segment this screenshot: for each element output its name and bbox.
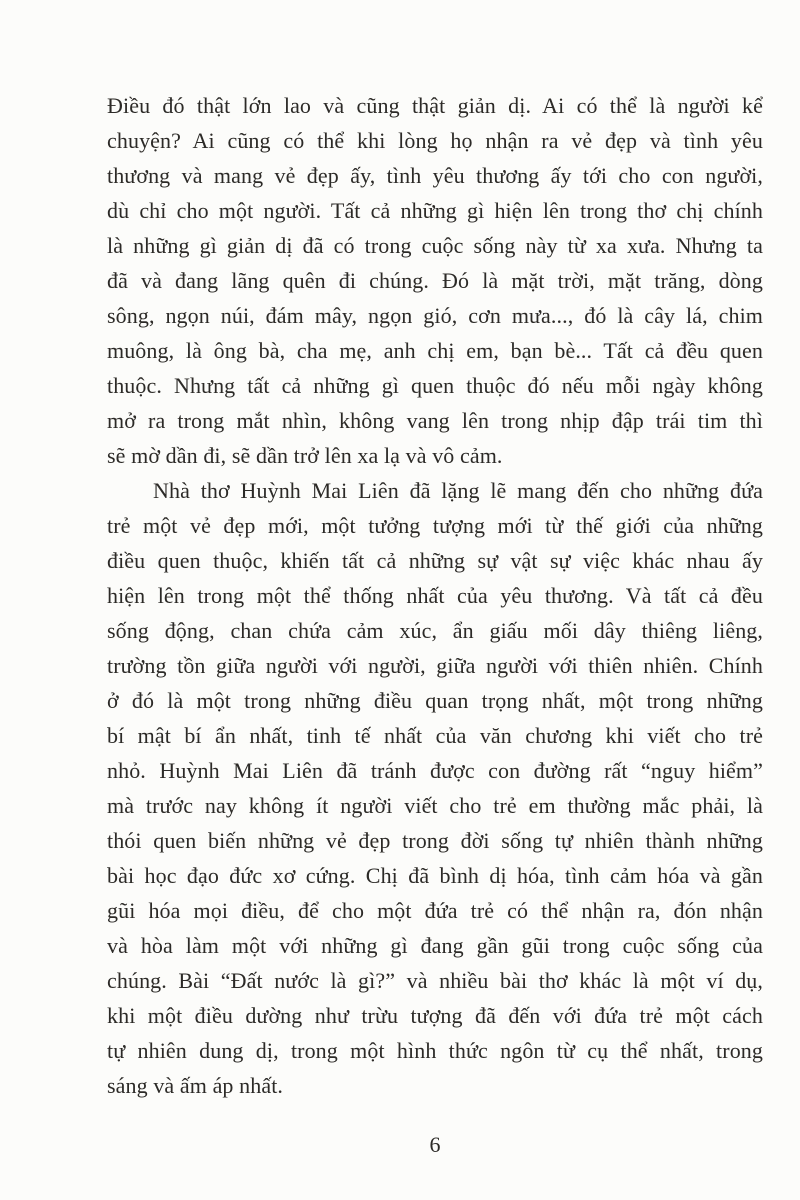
- paragraph: [107, 88, 763, 473]
- text-line: sáng và ấm áp nhất.: [107, 1073, 284, 1098]
- text-line: khi một điều dường như trừu tượng đã đến với đứa trẻ một cách: [107, 1003, 763, 1028]
- text-line: điều quen thuộc, khiến tất cả những sự vật sự việc khác nhau ấy: [107, 548, 763, 573]
- text-line: đã và đang lãng quên đi chúng. Đó là mặt trời, mặt trăng, dòng: [107, 268, 763, 293]
- text-line: trường tồn giữa người với người, giữa người với thiên nhiên. Chính: [107, 653, 763, 678]
- text-line: dù chỉ cho một người. Tất cả những gì hiện lên trong thơ chị chính: [107, 198, 763, 223]
- text-line: hiện lên trong một thể thống nhất của yêu thương. Và tất cả đều: [107, 583, 763, 608]
- text-line: chuyện? Ai cũng có thể khi lòng họ nhận ra vẻ đẹp và tình yêu: [107, 128, 763, 153]
- text-line: sông, ngọn núi, đám mây, ngọn gió, cơn mưa..., đó là cây lá, chim: [107, 303, 763, 328]
- text-line: bài học đạo đức xơ cứng. Chị đã bình dị hóa, tình cảm hóa và gần: [107, 863, 763, 888]
- text-line: mở ra trong mắt nhìn, không vang lên trong nhịp đập trái tim thì: [107, 408, 763, 433]
- text-line: và hòa làm một với những gì đang gần gũi trong cuộc sống của: [107, 933, 763, 958]
- page-number: 6: [429, 1132, 441, 1157]
- text-line: muông, là ông bà, cha mẹ, anh chị em, bạn bè... Tất cả đều quen: [107, 338, 763, 363]
- text-line: tự nhiên dung dị, trong một hình thức ngôn từ cụ thể nhất, trong: [107, 1038, 763, 1063]
- text-line: thương và mang vẻ đẹp ấy, tình yêu thương ấy tới cho con người,: [107, 163, 763, 188]
- text-line: chúng. Bài “Đất nước là gì?” và nhiều bài thơ khác là một ví dụ,: [107, 968, 763, 993]
- text-line: là những gì giản dị đã có trong cuộc sống này từ xa xưa. Nhưng ta: [107, 233, 763, 258]
- text-line: bí mật bí ẩn nhất, tinh tế nhất của văn chương khi viết cho trẻ: [107, 723, 763, 748]
- text-line: mà trước nay không ít người viết cho trẻ em thường mắc phải, là: [107, 793, 763, 818]
- text-line: thói quen biến những vẻ đẹp trong đời sống tự nhiên thành những: [107, 828, 763, 853]
- text-line: thuộc. Nhưng tất cả những gì quen thuộc đó nếu mỗi ngày không: [107, 373, 763, 398]
- text-line: sẽ mờ dần đi, sẽ dần trở lên xa lạ và vô cảm.: [107, 443, 503, 468]
- text-block: [107, 88, 763, 1103]
- paragraph: [107, 473, 763, 1103]
- text-line: Điều đó thật lớn lao và cũng thật giản dị. Ai có thể là người kể: [107, 93, 763, 118]
- text-line: gũi hóa mọi điều, để cho một đứa trẻ có thể nhận ra, đón nhận: [107, 898, 763, 923]
- text-line: Nhà thơ Huỳnh Mai Liên đã lặng lẽ mang đến cho những đứa: [153, 478, 763, 503]
- text-line: ở đó là một trong những điều quan trọng nhất, một trong những: [107, 688, 763, 713]
- text-line: nhỏ. Huỳnh Mai Liên đã tránh được con đường rất “nguy hiểm”: [107, 758, 763, 783]
- text-line: sống động, chan chứa cảm xúc, ẩn giấu mối dây thiêng liêng,: [107, 618, 763, 643]
- text-line: trẻ một vẻ đẹp mới, một tưởng tượng mới từ thế giới của những: [107, 513, 763, 538]
